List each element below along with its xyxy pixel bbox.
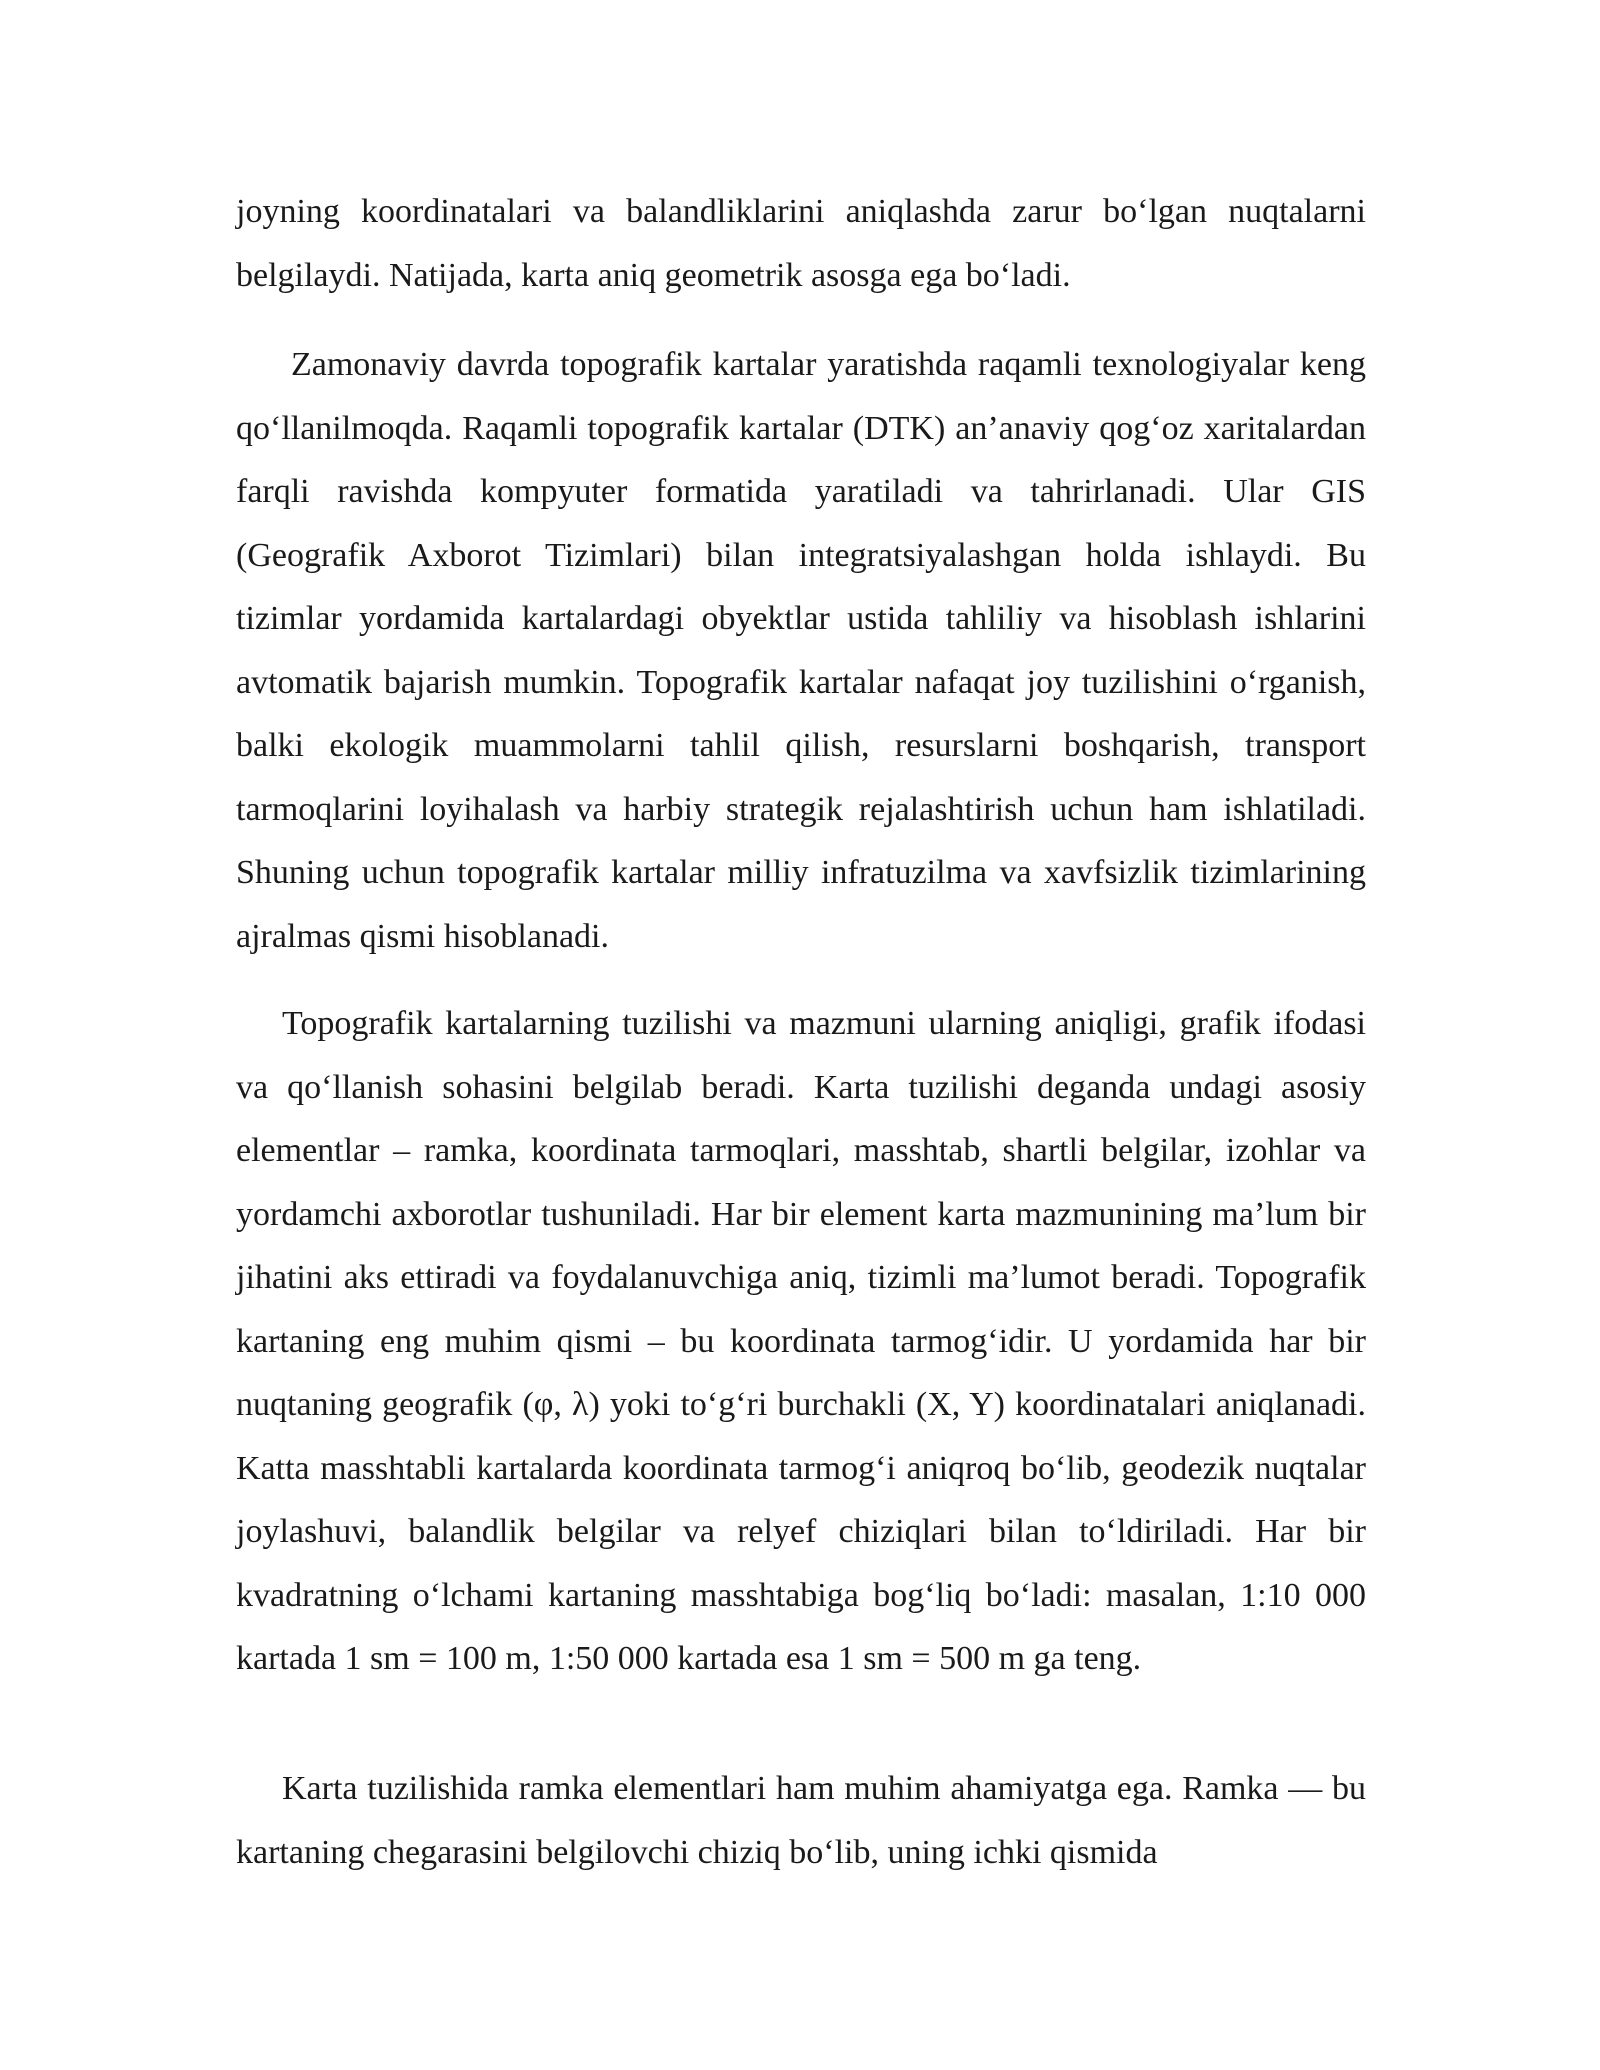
paragraph-1: joyning koordinatalari va balandliklarini aniqlashda zarur bo‘lgan nuqtalarni belgilaydi. Natijada, karta aniq geometrik asosga ega bo‘ladi. bbox=[236, 193, 1366, 294]
paragraph-3: Topografik kartalarning tuzilishi va mazmuni ularning aniqligi, grafik ifodasi va qo‘llanish sohasini belgilab beradi. Karta tuzilishi deganda undagi asosiy elementlar – ramka, koordinata tarmoqlari, masshtab, shartli belgilar, izohlar va yordamchi axborotlar tushuniladi. Har bir element karta mazmunining ma’lum bir jihatini aks ettiradi va foydalanuvchiga aniq, tizimli ma’lumot beradi. Topografik kartaning eng muhim qismi – bu koordinata tarmog‘idir. U yordamida har bir nuqtaning geografik (φ, λ) yoki to‘g‘ri burchakli (X, Y) koordinatalari aniqlanadi. Katta masshtabli kartalarda koordinata tarmog‘i aniqroq bo‘lib, geodezik nuqtalar joylashuvi, balandlik belgilar va relyef chiziqlari bilan to‘ldiriladi. Har bir kvadratning o‘lchami kartaning masshtabiga bog‘liq bo‘ladi: masalan, 1:10 000 kartada 1 sm = 100 m, 1:50 000 kartada esa 1 sm = 500 m ga teng. bbox=[236, 1005, 1366, 1677]
paragraph-4: Karta tuzilishida ramka elementlari ham muhim ahamiyatga ega. Ramka — bu kartaning chegarasini belgilovchi chiziq bo‘lib, uning ichki qismida bbox=[236, 1770, 1366, 1871]
paragraph-2: Zamonaviy davrda topografik kartalar yaratishda raqamli texnologiyalar keng qo‘llanilmoqda. Raqamli topografik kartalar (DTK) an’anaviy qog‘oz xaritalardan farqli ravishda kompyuter formatida yaratiladi va tahrirlanadi. Ular GIS (Geografik Axborot Tizimlari) bilan integratsiyalashgan holda ishlaydi. Bu tizimlar yordamida kartalardagi obyektlar ustida tahliliy va hisoblash ishlarini avtomatik bajarish mumkin. Topografik kartalar nafaqat joy tuzilishini o‘rganish, balki ekologik muammolarni tahlil qilish, resurslarni boshqarish, transport tarmoqlarini loyihalash va harbiy strategik rejalashtirish uchun ham ishlatiladi. Shuning uchun topografik kartalar milliy infratuzilma va xavfsizlik tizimlarining ajralmas qismi hisoblanadi. bbox=[236, 346, 1366, 955]
